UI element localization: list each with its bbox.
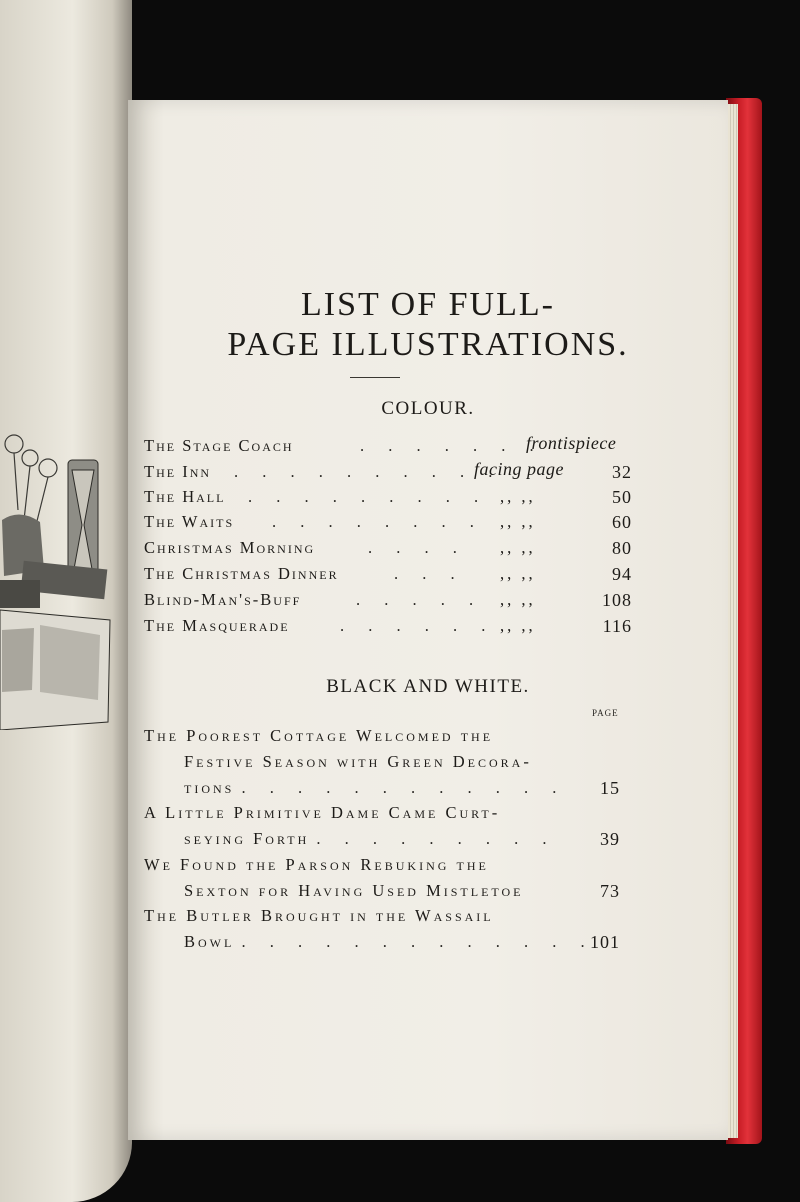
leader-dots: . . . . . . . . . . . . (241, 778, 567, 797)
bw-entry-line (184, 752, 614, 776)
entry-title-line: tions (184, 778, 235, 797)
section-heading-black-and-white: BLACK AND WHITE. (326, 676, 530, 697)
entry-title: The Masquerade (144, 616, 290, 635)
bw-entry-line (144, 726, 614, 750)
leader-dots: . . . . . . (340, 616, 496, 635)
entry-title-line: We Found the Parson Rebuking the (144, 855, 489, 874)
ditto-marks: ,, ,, (500, 512, 536, 531)
section-heading-colour: COLOUR. (381, 398, 475, 419)
leader-dots: . . . . . . . . . . . . . (241, 932, 595, 951)
bw-entry-line (184, 932, 620, 956)
ditto-marks: ,, ,, (500, 590, 536, 609)
colour-entry (144, 459, 632, 486)
leader-dots: . . . . . . . . . (316, 829, 557, 848)
entry-title: The Waits (144, 512, 235, 531)
bw-entry-line (144, 803, 614, 827)
entry-page: 39 (600, 829, 620, 849)
entry-title: The Christmas Dinner (144, 564, 339, 583)
leader-dots: . . . . . (356, 590, 484, 609)
left-page (0, 0, 132, 1202)
colour-entry (144, 512, 632, 536)
bw-entry-line (184, 829, 620, 853)
leader-dots: . . . . . . . (360, 436, 544, 455)
colour-entry (144, 487, 632, 511)
entry-title: The Inn (144, 462, 212, 481)
entry-title: Blind-Man's-Buff (144, 590, 302, 609)
entry-title-line: The Butler Brought in the Wassail (144, 906, 494, 925)
leader-dots: . . . (394, 564, 465, 583)
colour-entry (144, 616, 632, 640)
entry-title-line: Sexton for Having Used Mistletoe (184, 881, 524, 900)
bw-entry-line (184, 881, 620, 905)
title-rule (350, 377, 400, 378)
entry-page: 50 (612, 487, 632, 507)
entry-title-line: A Little Primitive Dame Came Curt- (144, 803, 501, 822)
bw-entry-line (144, 855, 614, 879)
colour-entry (144, 590, 632, 614)
entry-page: 116 (602, 616, 632, 636)
entry-page: 32 (612, 462, 632, 482)
page-title-line-2: PAGE ILLUSTRATIONS. (227, 326, 629, 363)
entry-page: 94 (612, 564, 632, 584)
entry-title-line: Festive Season with Green Decora- (184, 752, 532, 771)
entry-locator: facing page (474, 459, 564, 479)
colour-entry (144, 564, 632, 588)
entry-page: 15 (600, 778, 620, 798)
page-title-line-1: LIST OF FULL- (301, 286, 555, 323)
leader-dots: . . . . (368, 538, 467, 557)
leader-dots: . . . . . . . . (272, 512, 484, 531)
leader-dots: . . . . . . . . . . (234, 462, 503, 481)
still-life-illustration (0, 430, 118, 730)
bw-entry-line (144, 906, 614, 930)
entry-title-line: Bowl (184, 932, 235, 951)
right-page (128, 100, 728, 1140)
ditto-marks: ,, ,, (500, 616, 536, 635)
entry-title: The Stage Coach (144, 436, 294, 455)
colour-entry (144, 433, 620, 460)
leader-dots: . . . . . . . . . (248, 487, 489, 506)
ditto-marks: ,, ,, (500, 538, 536, 557)
page-column-label: PAGE (592, 708, 619, 718)
ditto-marks: ,, ,, (500, 564, 536, 583)
colour-entry (144, 538, 632, 562)
entry-page: 108 (602, 590, 632, 610)
entry-page: 73 (600, 881, 620, 901)
entry-title: Christmas Morning (144, 538, 316, 557)
entry-page: 101 (590, 932, 620, 952)
entry-title-line: The Poorest Cottage Welcomed the (144, 726, 494, 745)
entry-page: 60 (612, 512, 632, 532)
entry-title: The Hall (144, 487, 226, 506)
entry-title-line: seying Forth (184, 829, 310, 848)
ditto-marks: ,, ,, (500, 487, 536, 506)
entry-locator: frontispiece (526, 433, 617, 453)
bw-entry-line (184, 778, 620, 802)
entry-page: 80 (612, 538, 632, 558)
